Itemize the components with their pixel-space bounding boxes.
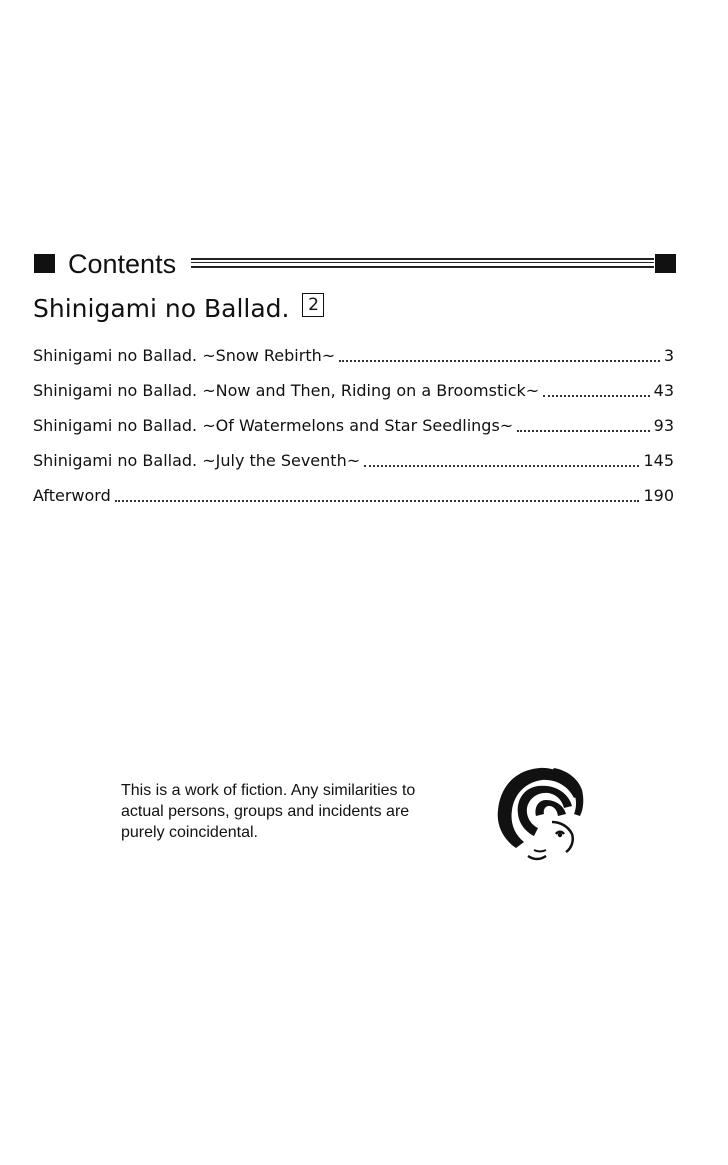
toc-entry[interactable] [33, 478, 674, 513]
toc-entry-page: 145 [643, 451, 674, 470]
toc-entry-title: Afterword [33, 486, 111, 505]
volume-title: Shinigami no Ballad. [33, 293, 290, 323]
header-rule [191, 258, 654, 268]
toc-entry[interactable] [33, 373, 674, 408]
volume-number-badge: 2 [302, 293, 324, 317]
toc-entry[interactable] [33, 408, 674, 443]
dot-leader [339, 360, 660, 362]
disclaimer-line: actual persons, groups and incidents are [121, 803, 410, 820]
toc-entry-title: Shinigami no Ballad. ~Now and Then, Riding on a Broomstick~ [33, 381, 540, 400]
toc-entry[interactable] [33, 338, 674, 373]
volume-heading [33, 288, 324, 328]
toc-entry-title: Shinigami no Ballad. ~Snow Rebirth~ [33, 346, 336, 365]
dot-leader [543, 395, 649, 397]
toc-entry-page: 190 [643, 486, 674, 505]
toc-entry-title: Shinigami no Ballad. ~July the Seventh~ [33, 451, 361, 470]
toc-entry[interactable] [33, 443, 674, 478]
dot-leader [517, 430, 649, 432]
contents-title: Contents [68, 249, 177, 279]
toc-entry-page: 93 [653, 416, 674, 435]
toc-entry-page: 3 [663, 346, 674, 365]
dot-leader [364, 465, 639, 467]
contents-header [33, 246, 676, 282]
square-bullet-icon [655, 254, 676, 273]
square-bullet-icon [34, 254, 55, 273]
fiction-disclaimer [121, 780, 461, 843]
dot-leader [115, 500, 640, 502]
table-of-contents [33, 338, 674, 513]
publisher-logo-icon [494, 764, 586, 864]
toc-entry-page: 43 [653, 381, 674, 400]
disclaimer-line: This is a work of fiction. Any similarities to [121, 782, 416, 799]
toc-entry-title: Shinigami no Ballad. ~Of Watermelons and Star Seedlings~ [33, 416, 514, 435]
disclaimer-line: purely coincidental. [121, 824, 258, 841]
